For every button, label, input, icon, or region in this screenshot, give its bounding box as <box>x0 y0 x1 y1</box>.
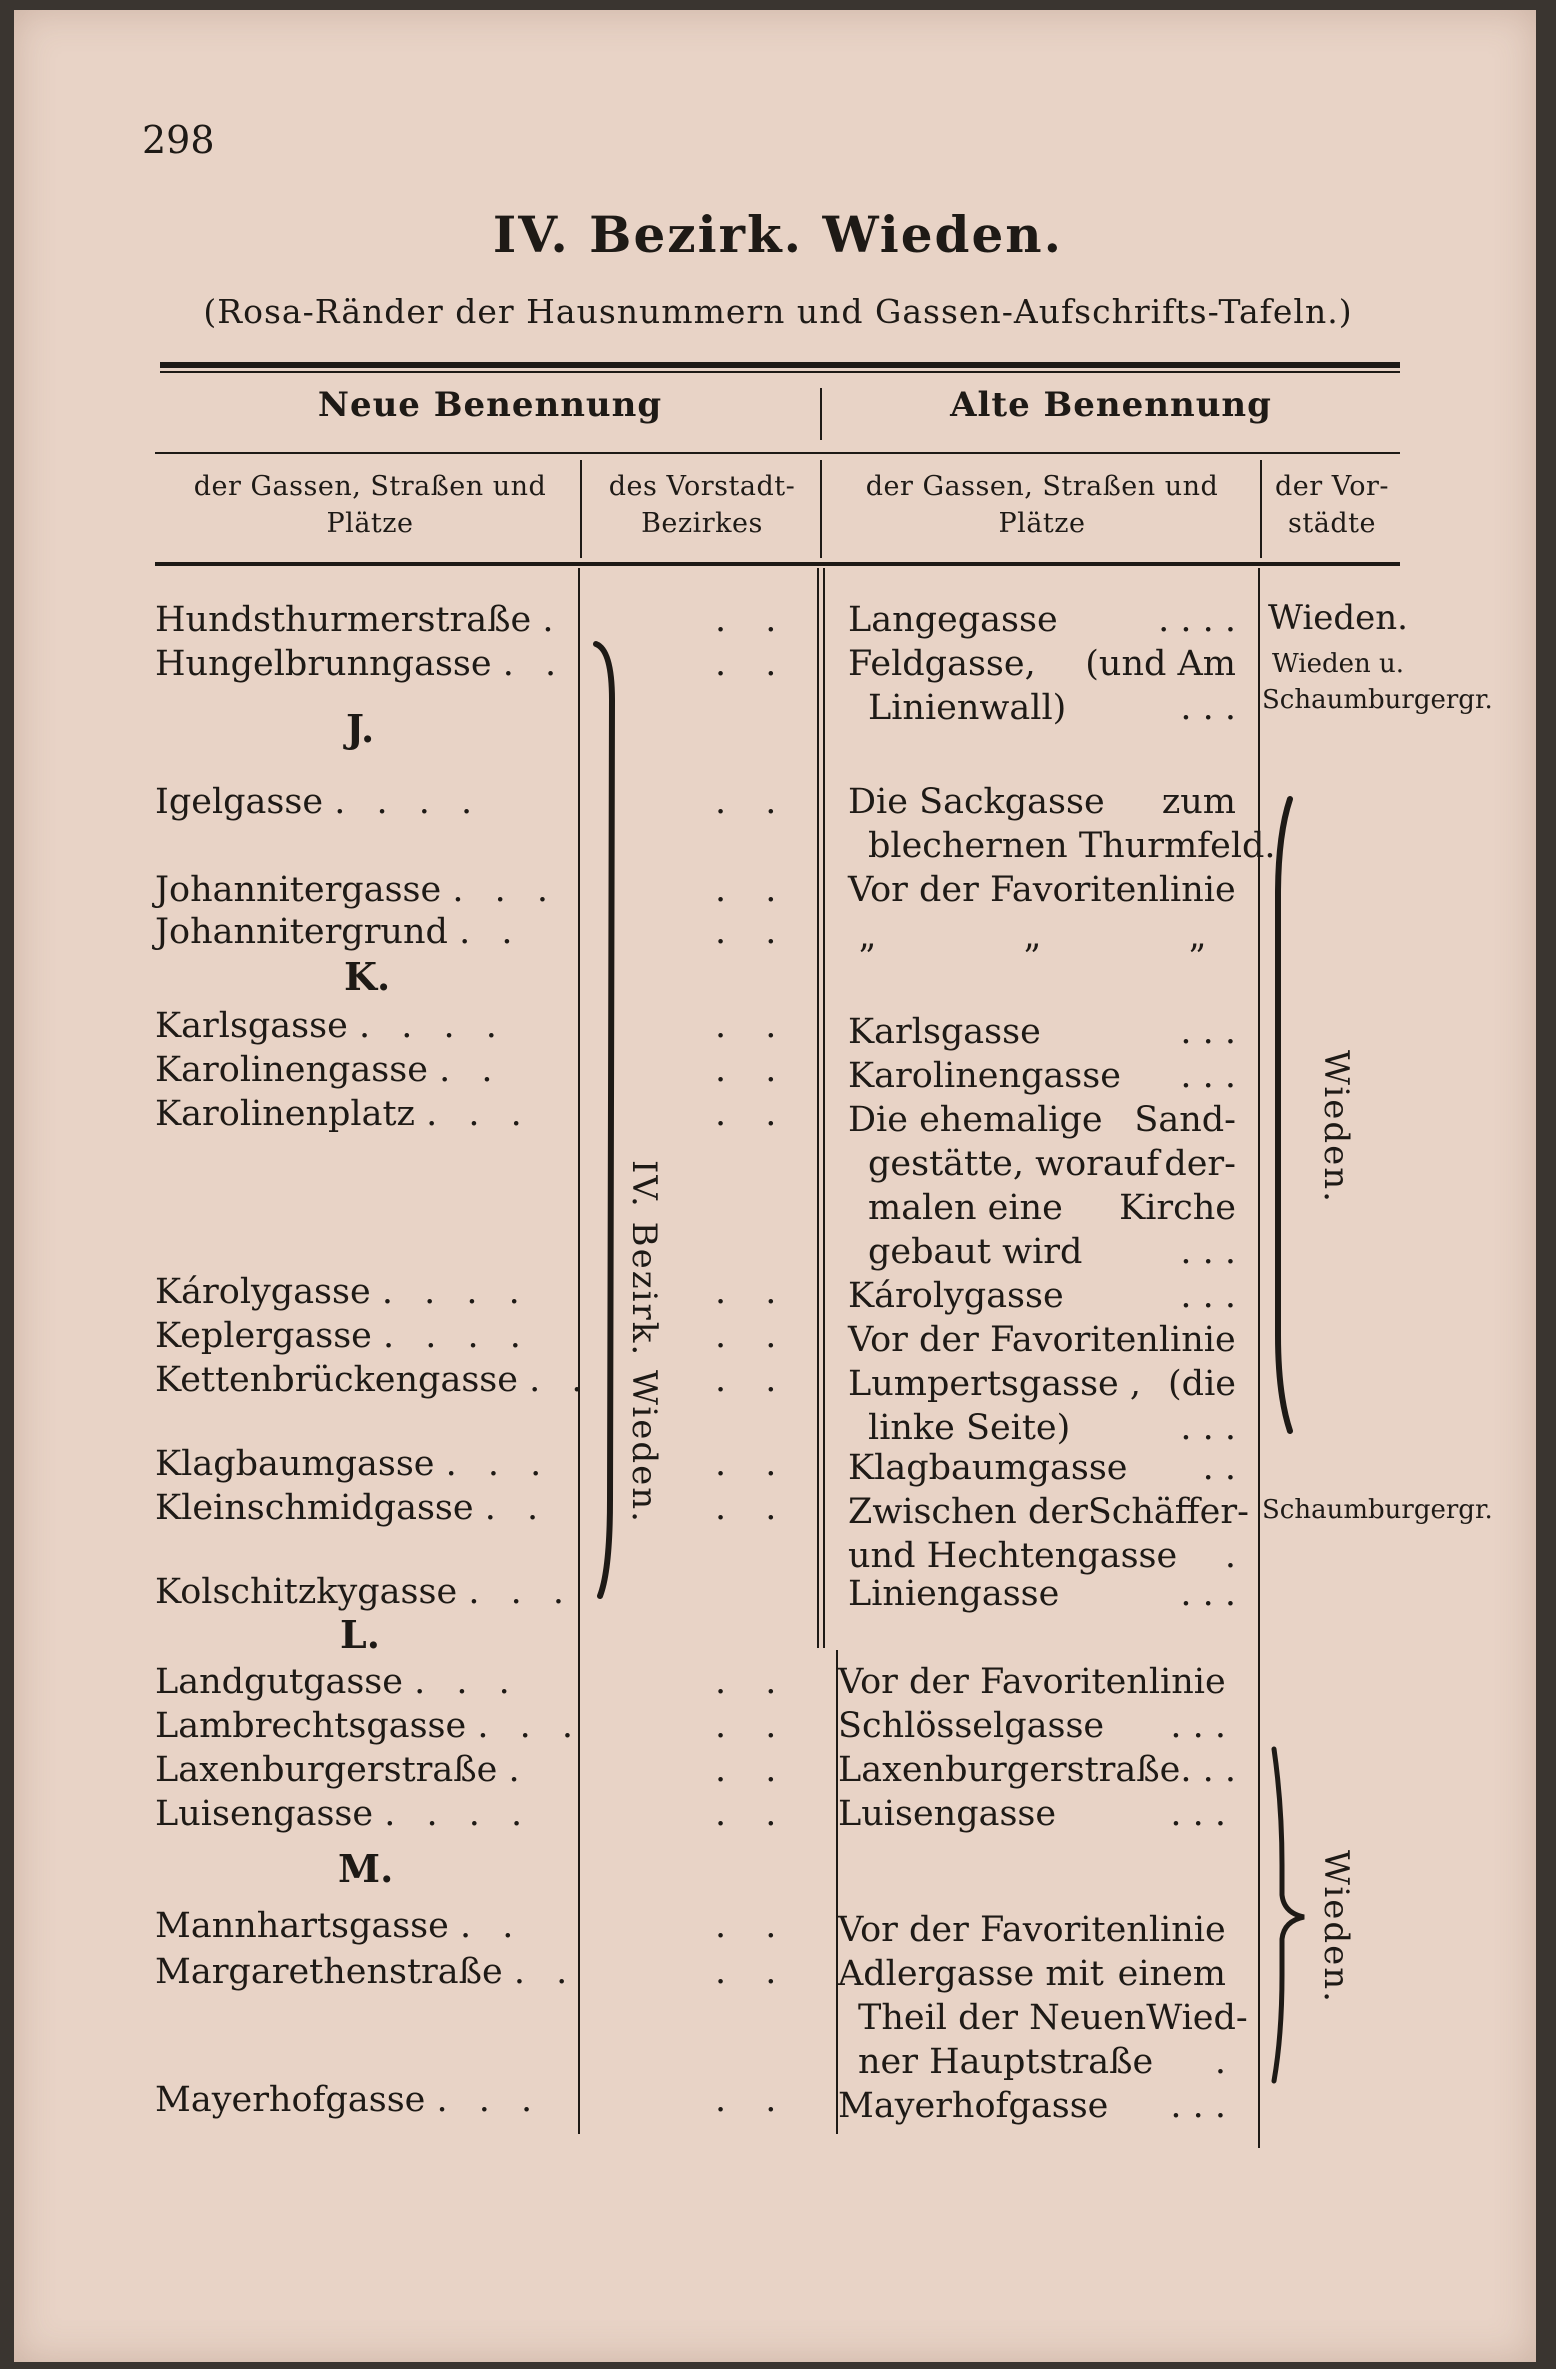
old-street-text: Vor der Favoritenlinie <box>838 1662 1226 1702</box>
old-street-tail: . . . <box>1180 1408 1236 1448</box>
old-suburb: Schaumburgergr. <box>1262 1495 1493 1525</box>
subheader-new-streets <box>160 468 580 542</box>
new-street-name: Mannhartsgasse <box>155 1906 449 1946</box>
district-dots: . . <box>715 600 791 640</box>
old-street-tail: der- <box>1164 1144 1236 1184</box>
leader-dots: . . <box>513 1952 578 1992</box>
district-dots: . . <box>715 1750 791 1790</box>
old-street-tail: . . . . <box>1158 600 1236 640</box>
subheader-old-streets-line2: Plätze <box>998 508 1086 539</box>
leader-dots: . . <box>502 644 567 684</box>
old-street-tail: . . . <box>1180 688 1236 728</box>
district-dots: . . <box>715 1706 791 1746</box>
leader-dots: . <box>508 1750 530 1790</box>
new-street-name: Johannitergasse <box>155 870 442 910</box>
section-letter-l: L. <box>340 1612 380 1657</box>
subheader-new-district-line2: Bezirkes <box>641 508 763 539</box>
suburb-vertical-label-2: Wieden. <box>1316 1850 1356 2004</box>
old-street-text: Mayerhofgasse <box>838 2086 1109 2126</box>
page-subtitle: (Rosa-Ränder der Hausnummern und Gassen-Aufschrifts-Tafeln.) <box>203 292 1353 331</box>
section-letter-j: J. <box>346 706 375 751</box>
district-dots: . . <box>715 1006 791 1046</box>
old-street-text: Die Sackgasse <box>848 782 1105 822</box>
subheader-new-district-line1: des Vorstadt- <box>608 471 796 502</box>
subheader-old-suburb-line2: städte <box>1288 508 1376 539</box>
district-dots: . . <box>715 1094 791 1134</box>
district-dots: . . <box>715 1794 791 1834</box>
old-street-text: Vor der Favoritenlinie <box>848 1320 1236 1360</box>
old-street-text: blechernen Thurmfeld. <box>868 826 1276 866</box>
old-street-tail: . . . <box>1180 1750 1236 1790</box>
subheader-divider-1 <box>580 460 582 558</box>
old-street-tail: Schäffer- <box>1087 1492 1249 1532</box>
subheader-new-streets-line1: der Gassen, Straßen und <box>193 471 547 502</box>
leader-dots: . . <box>460 1906 524 1946</box>
leader-dots: . . . . <box>358 1006 507 1046</box>
new-street-name: Landgutgasse <box>155 1662 403 1702</box>
subheader-new-district <box>584 468 820 542</box>
old-street-tail: . <box>1214 2042 1226 2082</box>
district-dots: . . <box>715 1050 791 1090</box>
old-street-tail: . . . <box>1170 1794 1226 1834</box>
old-street-tail: . . . <box>1180 1012 1236 1052</box>
old-street-text: Liniengasse <box>848 1574 1060 1614</box>
new-street-name: Karolinenplatz <box>155 1094 415 1134</box>
district-dots: . . <box>715 912 791 952</box>
new-street-name: Luisengasse <box>155 1794 374 1834</box>
new-street-name: Johannitergrund <box>155 912 448 952</box>
old-street-text: Linienwall) <box>868 688 1067 728</box>
suburb-vertical-label-1: Wieden. <box>1316 1050 1356 1204</box>
old-street-text: linke Seite) <box>868 1408 1071 1448</box>
old-street-tail: zum <box>1161 782 1236 822</box>
district-vertical-label: IV. Bezirk. Wieden. <box>624 1160 664 1524</box>
old-street-text: Adlergasse mit <box>838 1954 1104 1994</box>
district-dots: . . <box>715 1906 791 1946</box>
subheader-divider-3 <box>1260 460 1262 558</box>
page-number: 298 <box>142 118 215 162</box>
new-street-name: Laxenburgerstraße <box>155 1750 498 1790</box>
new-street-name: Karolinengasse <box>155 1050 428 1090</box>
old-street-tail: . . . <box>1180 1276 1236 1316</box>
group-rule <box>155 452 1400 454</box>
leader-dots: . . . . <box>381 1272 530 1312</box>
header-new-naming: Neue Benennung <box>317 385 663 425</box>
new-street-name: Keplergasse <box>155 1316 372 1356</box>
old-street-text: Vor der Favoritenlinie <box>848 870 1236 910</box>
district-dots: . . <box>715 1360 791 1400</box>
old-street-text: ner Hauptstraße <box>858 2042 1154 2082</box>
ditto-mark: ” <box>1188 938 1206 978</box>
old-street-tail: (die <box>1168 1364 1236 1404</box>
old-street-text: Karlsgasse <box>848 1012 1041 1052</box>
new-street-name: Lambrechtsgasse <box>155 1706 467 1746</box>
leader-dots: . . . <box>468 1572 574 1612</box>
old-suburb: Wieden. <box>1268 598 1408 638</box>
old-street-text: Feldgasse, <box>848 644 1036 684</box>
old-street-text: Langegasse <box>848 600 1058 640</box>
subheader-old-streets-line1: der Gassen, Straßen und <box>865 471 1219 502</box>
section-letter-k: K. <box>344 954 391 999</box>
leader-dots: . . . <box>452 870 558 910</box>
old-street-text: malen eine <box>868 1188 1063 1228</box>
new-street-name: Hungelbrunngasse <box>155 644 492 684</box>
old-street-text: Vor der Favoritenlinie <box>838 1910 1226 1950</box>
old-street-tail: Kirche <box>1119 1188 1236 1228</box>
new-street-name: Hundsthurmerstraße <box>155 600 532 640</box>
subheader-divider-2 <box>820 460 822 558</box>
old-street-text: und Hechtengasse <box>848 1536 1178 1576</box>
old-street-tail: . . <box>1202 1448 1236 1488</box>
district-brace <box>592 640 622 1600</box>
district-dots: . . <box>715 1488 791 1528</box>
old-street-tail: einem <box>1117 1954 1226 1994</box>
top-thin-rule <box>160 371 1400 373</box>
district-dots: . . <box>715 1662 791 1702</box>
header-old-naming: Alte Benennung <box>950 385 1272 425</box>
old-street-text: Lumpertsgasse , <box>848 1364 1142 1404</box>
body-divider-2b <box>823 568 825 1648</box>
body-divider-1 <box>578 568 580 2134</box>
old-street-tail: . . . <box>1180 1232 1236 1272</box>
district-dots: . . <box>715 1316 791 1356</box>
body-divider-2a <box>817 568 819 1648</box>
old-street-text: Zwischen der <box>848 1492 1088 1532</box>
leader-dots: . . . <box>426 1094 532 1134</box>
new-street-name: Kettenbrückengasse <box>155 1360 518 1400</box>
leader-dots: . . . <box>436 2080 543 2120</box>
district-dots: . . <box>715 870 791 910</box>
old-street-text: Karolinengasse <box>848 1056 1121 1096</box>
district-dots: . . <box>715 1444 791 1484</box>
leader-dots: . . . . <box>383 1316 531 1356</box>
new-street-name: Károlygasse <box>155 1272 371 1312</box>
subheader-old-suburb <box>1264 468 1400 542</box>
old-street-tail: . <box>1224 1536 1236 1576</box>
old-street-text: Luisengasse <box>838 1794 1057 1834</box>
leader-dots: . . <box>484 1488 549 1528</box>
body-divider-4 <box>1258 568 1260 2148</box>
leader-dots: . . . <box>414 1662 520 1702</box>
subheader-old-suburb-line1: der Vor- <box>1274 471 1390 502</box>
new-street-name: Igelgasse <box>155 782 324 822</box>
district-dots: . . <box>715 782 791 822</box>
ditto-mark: ” <box>1023 938 1041 978</box>
new-street-name: Kleinschmidgasse <box>155 1488 474 1528</box>
old-street-text: Klagbaumgasse <box>848 1448 1128 1488</box>
ditto-mark: ” <box>858 938 876 978</box>
leader-dots: . . . <box>477 1706 584 1746</box>
suburb-brace-1 <box>1268 795 1298 1435</box>
subheader-old-streets <box>824 468 1260 542</box>
old-street-text: Theil der Neuen <box>858 1998 1147 2038</box>
top-thick-rule <box>160 362 1400 368</box>
old-street-text: Laxenburgerstraße <box>838 1750 1181 1790</box>
district-dots: . . <box>715 1952 791 1992</box>
new-street-name: Margarethenstraße <box>155 1952 503 1992</box>
old-street-tail: (und Am <box>1085 644 1236 684</box>
page-title: IV. Bezirk. Wieden. <box>492 205 1064 264</box>
subheader-new-streets-line2: Plätze <box>326 508 414 539</box>
district-dots: . . <box>715 644 791 684</box>
section-letter-m: M. <box>338 1846 394 1891</box>
old-street-tail: . . . <box>1170 1706 1226 1746</box>
new-street-name: Klagbaumgasse <box>155 1444 435 1484</box>
old-street-tail: . . . <box>1180 1056 1236 1096</box>
district-dots: . . <box>715 1272 791 1312</box>
old-suburb: Wieden u. Schaumburgergr. <box>1262 649 1493 715</box>
old-street-text: Schlösselgasse <box>838 1706 1105 1746</box>
old-street-text: gestätte, worauf <box>868 1144 1160 1184</box>
leader-dots: . . <box>459 912 523 952</box>
leader-dots: . <box>542 600 564 640</box>
old-street-tail: Sand- <box>1134 1100 1236 1140</box>
new-street-name: Karlsgasse <box>155 1006 348 1046</box>
new-street-name: Kolschitzkygasse <box>155 1572 458 1612</box>
leader-dots: . . <box>529 1360 593 1400</box>
district-dots: . . <box>715 2080 791 2120</box>
old-street-text: gebaut wird <box>868 1232 1083 1272</box>
new-street-name: Mayerhofgasse <box>155 2080 426 2120</box>
header-bottom-rule <box>155 562 1400 566</box>
leader-dots: . . . <box>445 1444 552 1484</box>
leader-dots: . . <box>439 1050 503 1090</box>
old-street-tail: Wied- <box>1146 1998 1248 2038</box>
suburb-brace-2 <box>1268 1745 1308 2085</box>
old-street-text: Die ehemalige <box>848 1100 1103 1140</box>
old-street-tail: . . . <box>1180 1574 1236 1614</box>
group-divider <box>820 388 822 440</box>
old-street-text: Károlygasse <box>848 1276 1064 1316</box>
old-street-tail: . . . <box>1170 2086 1226 2126</box>
leader-dots: . . . . <box>384 1794 533 1834</box>
leader-dots: . . . . <box>334 782 483 822</box>
